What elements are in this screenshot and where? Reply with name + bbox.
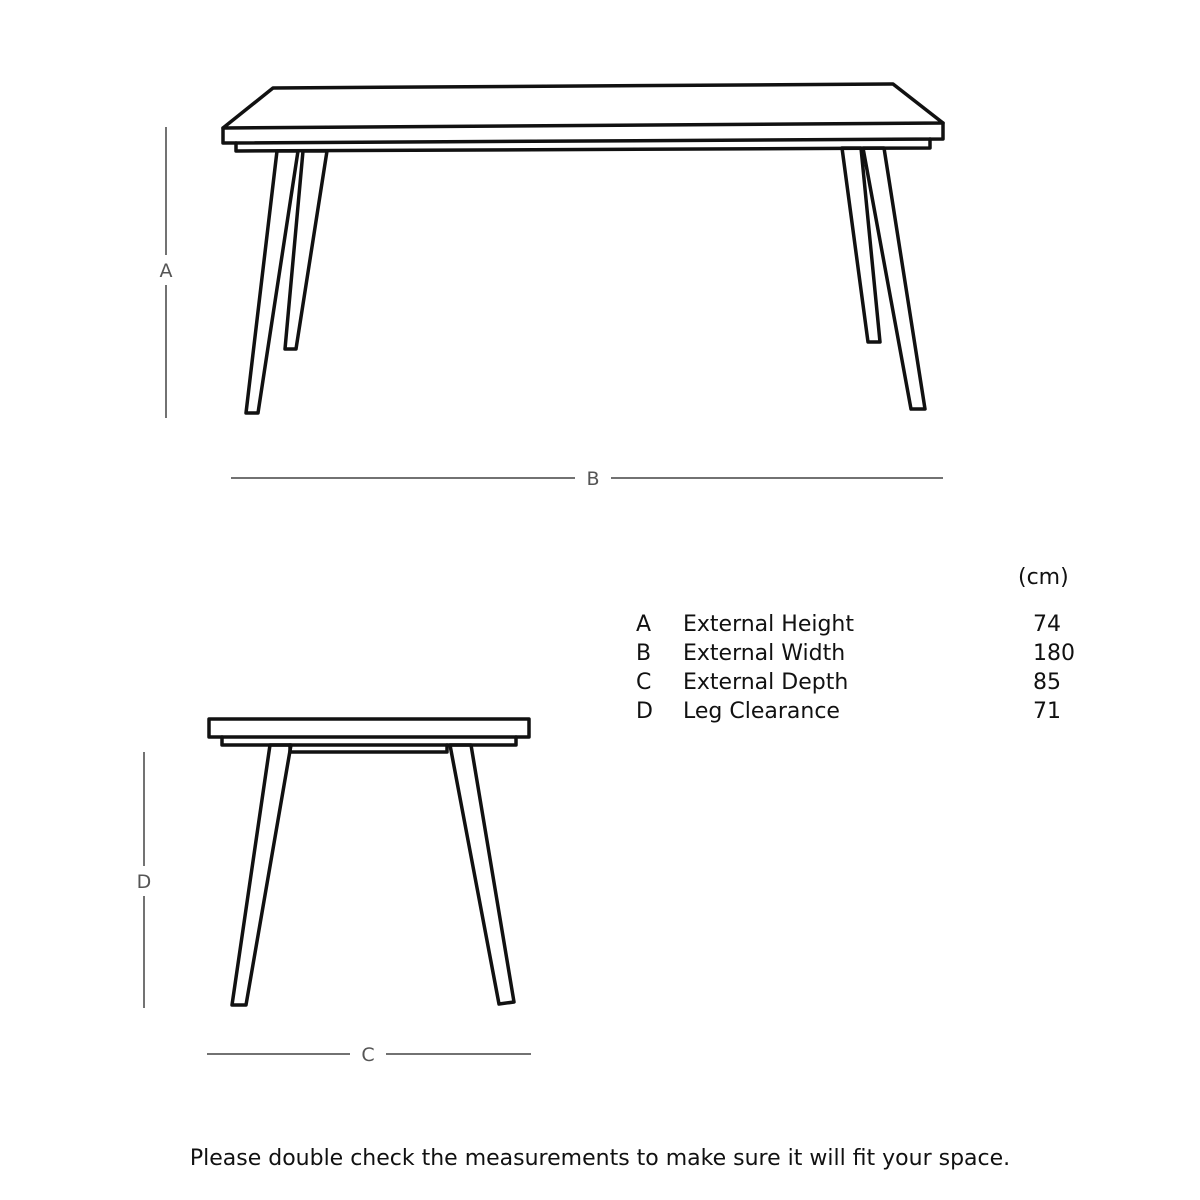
measurement-label: External Depth <box>683 670 849 695</box>
front-view-left-back-leg <box>285 151 327 349</box>
side-view-left-leg <box>232 745 291 1005</box>
measurement-row-d <box>636 699 1116 729</box>
measurement-unit: (cm) <box>1018 565 1069 590</box>
measurement-value: 71 <box>1033 699 1061 724</box>
measurement-value: 85 <box>1033 670 1061 695</box>
dimension-label-b: B <box>586 468 600 490</box>
measurement-key: A <box>636 612 652 637</box>
dimension-label-a: A <box>159 260 173 282</box>
measurement-key: C <box>636 670 652 695</box>
measurement-row-c <box>636 670 1116 700</box>
measurement-key: D <box>636 699 653 724</box>
front-view-right-back-leg <box>842 148 880 342</box>
measurement-row-a <box>636 612 1116 642</box>
measurement-value: 180 <box>1033 641 1075 666</box>
measurement-label: Leg Clearance <box>683 699 840 724</box>
side-view-table <box>209 719 529 1005</box>
front-view-tabletop-surface <box>223 84 943 128</box>
measurement-row-b <box>636 641 1116 671</box>
measurement-table <box>636 612 1116 732</box>
dimension-label-d: D <box>136 871 152 893</box>
measurement-label: External Width <box>683 641 846 666</box>
dimension-label-c: C <box>361 1044 375 1066</box>
side-view-tabletop <box>209 719 529 737</box>
measurement-key: B <box>636 641 652 666</box>
measurement-label: External Height <box>683 612 854 637</box>
side-view-right-leg <box>450 745 514 1004</box>
fit-warning-note: Please double check the measurements to make sure it will fit your space. <box>189 1146 1011 1171</box>
front-view-table <box>223 84 943 413</box>
measurement-value: 74 <box>1033 612 1061 637</box>
